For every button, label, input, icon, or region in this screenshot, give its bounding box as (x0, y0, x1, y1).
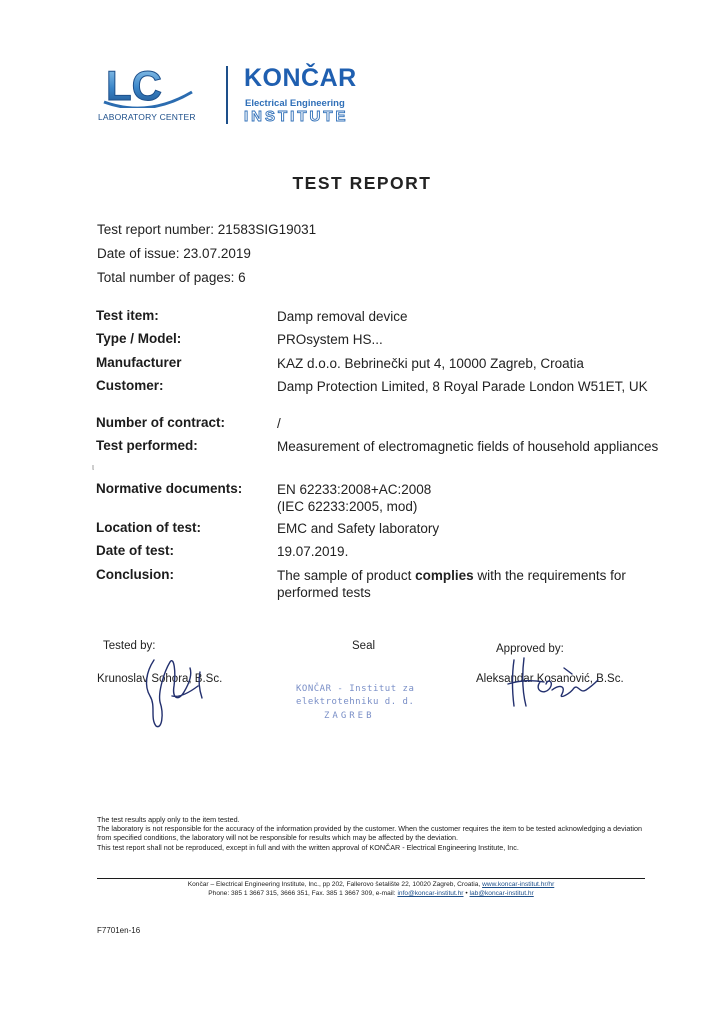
conclusion-text-end: with the requirements for performed tests (277, 568, 626, 600)
seal-text-line: ZAGREB (324, 711, 375, 721)
disclaimer (97, 815, 642, 852)
normative-document-line: (IEC 62233:2005, mod) (277, 499, 418, 514)
normative-document-line: EN 62233:2008+AC:2008 (277, 482, 432, 497)
issue-date: Date of issue: 23.07.2019 (97, 246, 251, 261)
normative-documents-label: Normative documents: (96, 481, 243, 496)
test-item-label: Test item: (96, 308, 159, 323)
customer-label: Customer: (96, 378, 164, 393)
conclusion-result: complies (415, 568, 474, 583)
test-performed-label: Test performed: (96, 438, 198, 453)
report-number: Test report number: 21583SIG19031 (97, 222, 317, 237)
date-of-test-label: Date of test: (96, 543, 175, 558)
conclusion-text-start: The sample of product (277, 568, 416, 583)
location-value: EMC and Safety laboratory (277, 521, 440, 536)
seal-text-line: KONČAR - Institut za (296, 684, 415, 694)
tested-by-label: Tested by: (103, 640, 156, 652)
contract-number-label: Number of contract: (96, 415, 226, 430)
seal-text-line: elektrotehniku d. d. (296, 697, 415, 707)
disclaimer-line: The laboratory is not responsible for the accuracy of the information provided by the customer. When the customer requires the item to be tested acknowledging a deviation from specified conditions, the laboratory will not be responsible for results which may be affected by the deviation. (97, 824, 642, 843)
disclaimer-line: The test results apply only to the item tested. (97, 815, 240, 824)
info-email-link[interactable]: info@koncar-institut.hr (397, 890, 464, 897)
svg-text:LC: LC (106, 62, 162, 108)
total-pages: Total number of pages: 6 (97, 270, 246, 285)
footer-divider (97, 878, 645, 879)
approved-by-label: Approved by: (496, 643, 564, 655)
conclusion-label: Conclusion: (96, 567, 174, 582)
test-performed-value: Measurement of electromagnetic fields of household appliances (277, 439, 659, 454)
conclusion-value (277, 567, 662, 601)
contract-number-value: / (277, 416, 281, 431)
normative-documents-value (277, 481, 662, 515)
brand-subtitle: Electrical Engineering (245, 98, 345, 109)
tested-by-signature (120, 652, 230, 732)
lc-logo-icon (102, 62, 194, 108)
laboratory-center-logo (98, 62, 198, 124)
scan-mark: ι (92, 462, 94, 472)
date-of-test-value: 19.07.2019. (277, 544, 349, 559)
customer-value: Damp Protection Limited, 8 Royal Parade London W51ET, UK (277, 379, 648, 394)
company-seal (296, 684, 414, 721)
test-item-value: Damp removal device (277, 309, 408, 324)
footer-phone (97, 890, 645, 897)
tested-by-name: Krunoslav Sohora, B.Sc. (97, 673, 223, 685)
type-model-value: PROsystem HS... (277, 332, 383, 347)
footer-address (97, 881, 645, 888)
page-title: TEST REPORT (292, 173, 432, 193)
approved-by-name: Aleksandar Kosanović, B.Sc. (476, 673, 624, 685)
manufacturer-label: Manufacturer (96, 355, 182, 370)
lab-email-link[interactable]: lab@koncar-institut.hr (469, 890, 534, 897)
logo-divider (226, 66, 228, 124)
footer-address-text: Končar – Electrical Engineering Institute, Inc., pp 202, Fallerovo šetalište 22, 10020 Zagreb, Croatia, (187, 881, 481, 888)
brand-name: KONČAR (244, 64, 357, 92)
email-separator: • (465, 890, 468, 897)
brand-institute: INSTITUTE (244, 108, 349, 125)
footer-phone-text: Phone: 385 1 3667 315, 3666 351, Fax. 385 1 3667 309, e-mail: (208, 890, 396, 897)
disclaimer-line: This test report shall not be reproduced, except in full and with the written approval of KONČAR - Electrical Engineering Institute, Inc. (97, 842, 519, 852)
seal-label: Seal (352, 640, 376, 652)
website-link[interactable]: www.koncar-institut.hr/hr (482, 881, 555, 888)
approved-by-signature (500, 656, 610, 712)
type-model-label: Type / Model: (96, 331, 182, 346)
manufacturer-value: KAZ d.o.o. Bebrinečki put 4, 10000 Zagreb, Croatia (277, 356, 584, 371)
location-label: Location of test: (96, 520, 201, 535)
lc-caption: LABORATORY CENTER (98, 112, 196, 122)
form-code: F7701en-16 (97, 926, 141, 935)
